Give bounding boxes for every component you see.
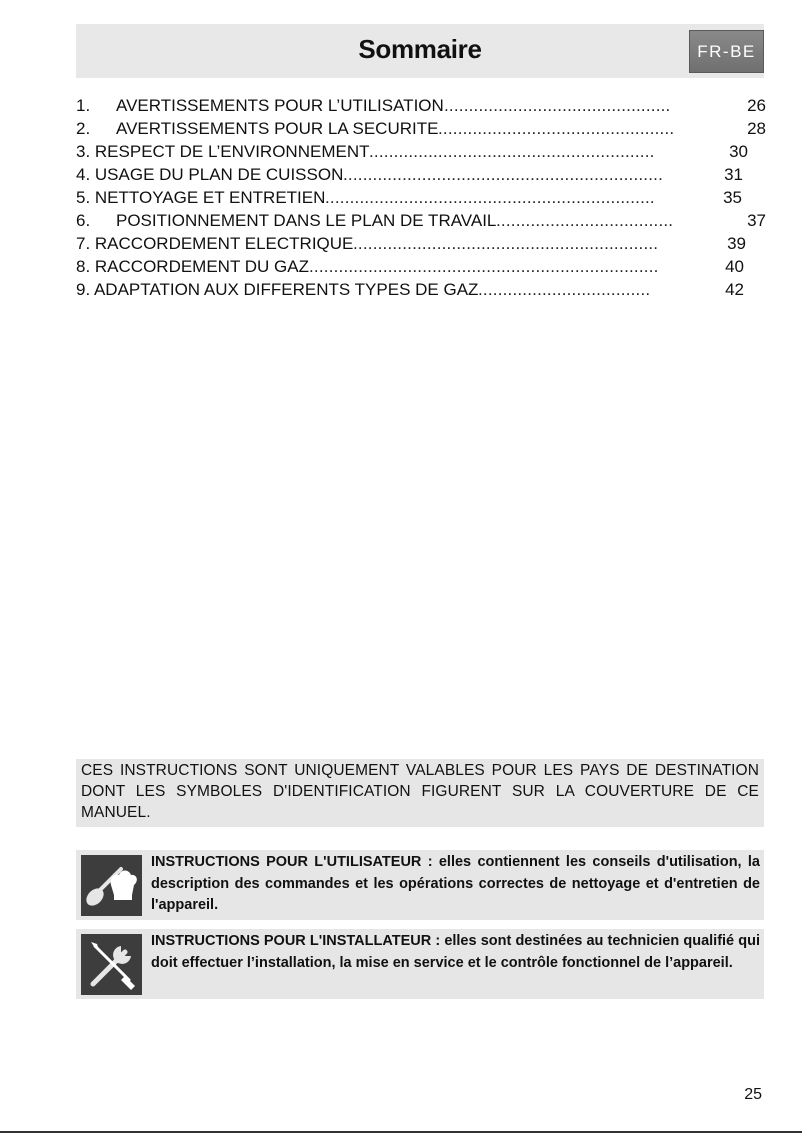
installer-instructions-text: INSTRUCTIONS POUR L'INSTALLATEUR : elles sont destinées au technicien qualifié qui doit effectuer l’installation, la mise en service et le contrôle fonctionnel de l’appareil. [151, 933, 760, 971]
toc-entry[interactable] [76, 117, 766, 140]
toc-entry[interactable] [76, 278, 744, 301]
toc-entry-leader: .......................................................... [369, 142, 655, 161]
header-bar [76, 24, 764, 78]
language-badge: FR-BE [689, 30, 764, 73]
toc-entry-page: 35 [723, 188, 742, 207]
toc-entry-title: 5. NETTOYAGE ET ENTRETIEN [76, 188, 326, 207]
toc-entry-title: AVERTISSEMENTS POUR L’UTILISATION [116, 96, 444, 115]
page-title: Sommaire [358, 34, 482, 64]
toc-entry-page: 39 [727, 234, 746, 253]
toc-entry-leader: ....................................................................... [309, 257, 659, 276]
bottom-divider [0, 1131, 802, 1133]
toc-entry-leader: .................................... [496, 211, 674, 230]
toc-entry[interactable] [76, 209, 766, 232]
toc-entry-page: 30 [729, 142, 748, 161]
toc-entry-title: 8. RACCORDEMENT DU GAZ [76, 257, 309, 276]
chef-hat-spoon-icon [81, 855, 142, 916]
toc-entry-number: 2. [76, 119, 91, 138]
toc-entry[interactable] [76, 232, 746, 255]
toc-entry-number: 6. [76, 211, 91, 230]
toc-entry-leader: ................................................ [438, 119, 675, 138]
toc-entry-title: 9. ADAPTATION AUX DIFFERENTS TYPES DE GAZ [76, 280, 479, 299]
toc-entry-title: AVERTISSEMENTS POUR LA SECURITE [116, 119, 439, 138]
toc-entry-leader: ................................... [478, 280, 651, 299]
toc-entry-title: 7. RACCORDEMENT ELECTRIQUE [76, 234, 354, 253]
toc-entry[interactable] [76, 186, 742, 209]
toc-entry-leader: ................................................................. [343, 165, 664, 184]
toc-entry[interactable] [76, 140, 748, 163]
user-instructions-text: INSTRUCTIONS POUR L'UTILISATEUR : elles contiennent les conseils d'utilisation, la description des commandes et les opérations correctes de nettoyage et d'entretien de l'appareil. [151, 854, 760, 913]
toc-entry-page: 26 [747, 96, 766, 115]
toc-entry-leader: .............................................. [444, 96, 671, 115]
toc-entry-title: POSITIONNEMENT DANS LE PLAN DE TRAVAIL [116, 211, 497, 230]
table-of-contents [76, 94, 766, 301]
toc-entry-page: 40 [725, 257, 744, 276]
toc-entry[interactable] [76, 94, 766, 117]
toc-entry-page: 28 [747, 119, 766, 138]
toc-entry[interactable] [76, 255, 744, 278]
wrench-screwdriver-icon [81, 934, 142, 995]
toc-entry-page: 31 [724, 165, 743, 184]
toc-entry-number: 1. [76, 96, 91, 115]
toc-entry-page: 42 [725, 280, 744, 299]
toc-entry[interactable] [76, 163, 743, 186]
page-number: 25 [744, 1086, 762, 1103]
toc-entry-leader: .............................................................. [353, 234, 659, 253]
installer-instructions-box [76, 929, 764, 999]
toc-entry-title: 4. USAGE DU PLAN DE CUISSON [76, 165, 344, 184]
user-instructions-box [76, 850, 764, 920]
validity-notice: CES INSTRUCTIONS SONT UNIQUEMENT VALABLES POUR LES PAYS DE DESTINATION DONT LES SYMBOLES D'IDENTIFICATION FIGURENT SUR LA COUVERTURE DE CE MANUEL. [76, 759, 764, 827]
toc-entry-title: 3. RESPECT DE L’ENVIRONNEMENT [76, 142, 370, 161]
toc-entry-page: 37 [747, 211, 766, 230]
toc-entry-leader: ................................................................... [325, 188, 655, 207]
